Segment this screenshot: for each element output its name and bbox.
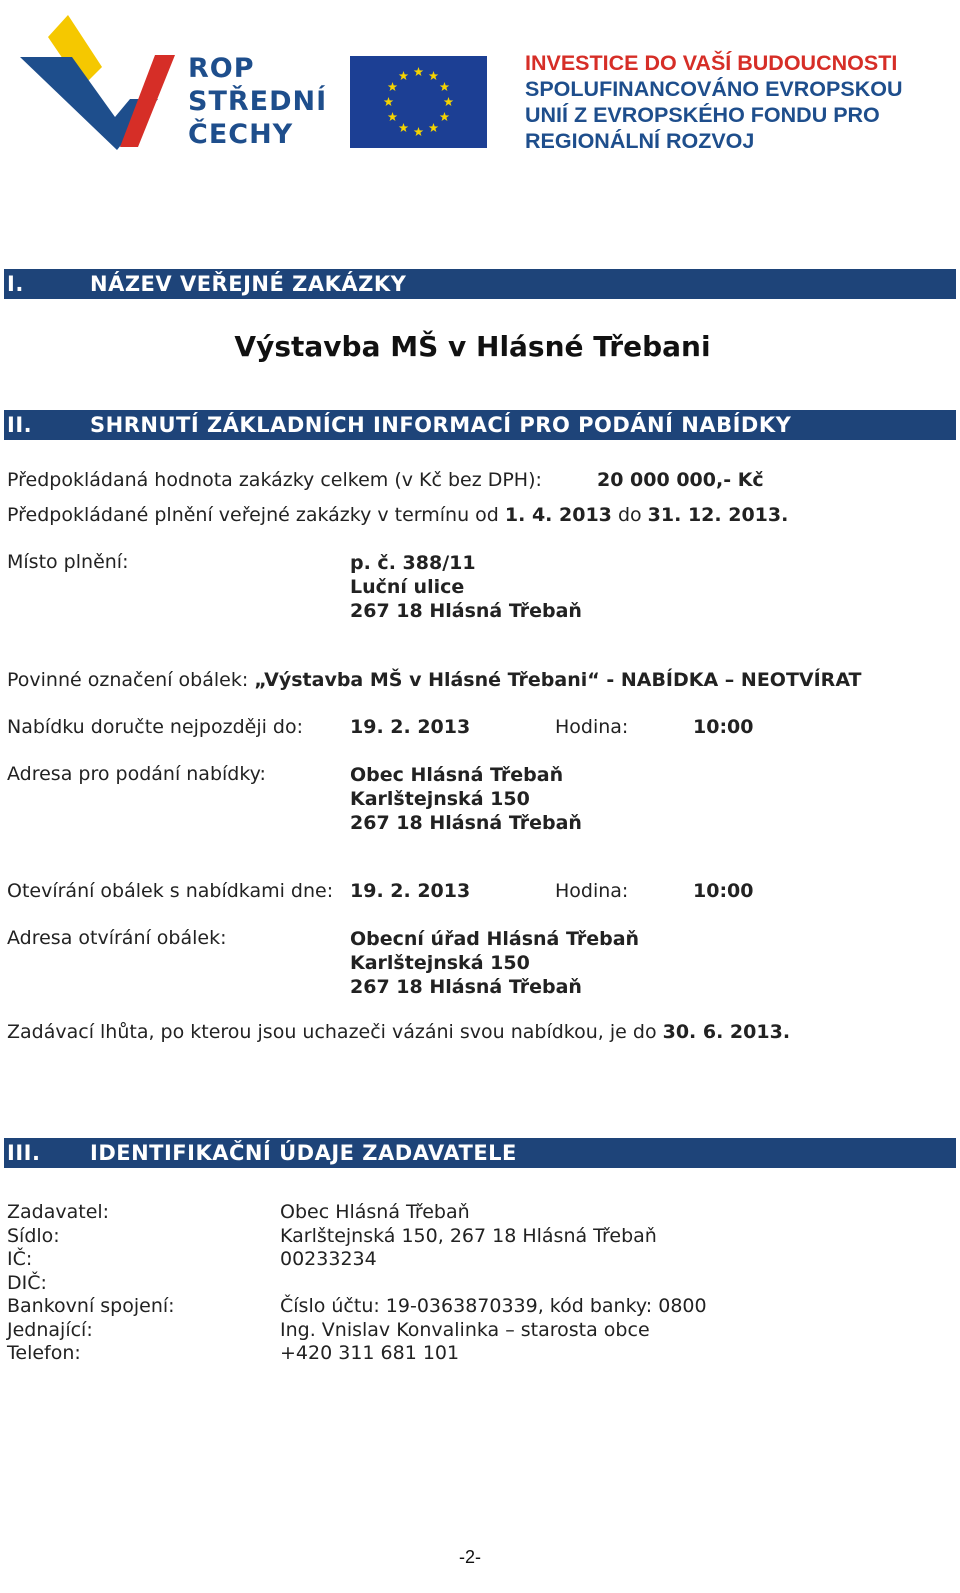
- opening-address-label: Adresa otvírání obálek:: [7, 927, 227, 949]
- deliver-hour-label: Hodina:: [555, 716, 629, 738]
- section-2-title: SHRNUTÍ ZÁKLADNÍCH INFORMACÍ PRO PODÁNÍ NABÍDKY: [90, 413, 792, 437]
- authority-value: 00233234: [280, 1248, 377, 1270]
- submit-address-line: 267 18 Hlásná Třebaň: [350, 812, 582, 834]
- authority-value: +420 311 681 101: [280, 1342, 460, 1364]
- term-prefix: Předpokládané plnění veřejné zakázky v termínu od: [7, 504, 505, 526]
- binding-date: 30. 6. 2013.: [662, 1021, 791, 1043]
- deliver-date: 19. 2. 2013: [350, 716, 471, 738]
- authority-value: Obec Hlásná Třebaň: [280, 1201, 470, 1223]
- opening-address-line: 267 18 Hlásná Třebaň: [350, 976, 582, 998]
- place-line: 267 18 Hlásná Třebaň: [350, 600, 582, 622]
- opening-address-line: Karlštejnská 150: [350, 952, 530, 974]
- section-3-title: IDENTIFIKAČNÍ ÚDAJE ZADAVATELE: [90, 1141, 517, 1165]
- opening-address-line: Obecní úřad Hlásná Třebaň: [350, 928, 640, 950]
- section-1-header: [4, 269, 956, 299]
- section-2-header: [4, 410, 956, 440]
- term-to: 31. 12. 2013: [647, 504, 782, 526]
- opening-label: Otevírání obálek s nabídkami dne:: [7, 880, 334, 902]
- rop-logo-text: [188, 52, 327, 151]
- eu-statement-line: UNIÍ Z EVROPSKÉHO FONDU PRO: [525, 103, 880, 127]
- eu-flag: [350, 56, 487, 148]
- authority-label: Sídlo:: [7, 1224, 60, 1247]
- eu-statement-line: INVESTICE DO VAŠÍ BUDOUCNOSTI: [525, 51, 898, 75]
- contract-term: [7, 504, 788, 526]
- place-label: Místo plnění:: [7, 551, 129, 573]
- authority-label: Telefon:: [7, 1342, 81, 1364]
- authority-label: DIČ:: [7, 1271, 47, 1294]
- section-1-number: I.: [7, 272, 24, 296]
- deliver-label: Nabídku doručte nejpozději do:: [7, 716, 304, 738]
- place-line: p. č. 388/11: [350, 552, 476, 574]
- eu-statement-line: REGIONÁLNÍ ROZVOJ: [525, 129, 755, 153]
- authority-label: Zadavatel:: [7, 1201, 110, 1223]
- authority-value: Ing. Vnislav Konvalinka – starosta obce: [280, 1318, 650, 1341]
- submit-address-line: Karlštejnská 150: [350, 788, 530, 810]
- contract-value: 20 000 000,- Kč: [597, 469, 764, 491]
- envelope-marking: [7, 669, 862, 691]
- authority-value: Číslo účtu: 19-0363870339, kód banky: 0800: [280, 1295, 707, 1317]
- submit-address: [350, 763, 582, 835]
- place-line: Luční ulice: [350, 576, 465, 598]
- rop-logo-line: ROP: [188, 53, 255, 84]
- term-from: 1. 4. 2013: [504, 504, 612, 526]
- section-3-number: III.: [7, 1141, 41, 1165]
- opening-hour: 10:00: [693, 880, 754, 902]
- eu-funding-statement: [525, 50, 902, 154]
- value-label: Předpokládaná hodnota zakázky celkem (v Kč bez DPH):: [7, 469, 542, 491]
- contracting-authority-values: [280, 1201, 707, 1366]
- eu-statement-line: SPOLUFINANCOVÁNO EVROPSKOU: [525, 77, 903, 101]
- authority-label: IČ:: [7, 1248, 33, 1270]
- authority-value: Karlštejnská 150, 267 18 Hlásná Třebaň: [280, 1224, 657, 1247]
- opening-hour-label: Hodina:: [555, 880, 629, 902]
- authority-label: Jednající:: [7, 1318, 93, 1341]
- submit-address-line: Obec Hlásná Třebaň: [350, 764, 564, 786]
- rop-logo-line: ČECHY: [188, 119, 294, 150]
- binding-prefix: Zadávací lhůta, po kterou jsou uchazeči vázáni svou nabídkou, je do: [7, 1021, 663, 1043]
- opening-address: [350, 927, 639, 999]
- rop-logo-red-shape: [120, 55, 175, 147]
- rop-logo-mark: [20, 15, 175, 150]
- project-title: Výstavba MŠ v Hlásné Třebani: [234, 330, 711, 363]
- opening-date: 19. 2. 2013: [350, 880, 471, 902]
- deliver-hour: 10:00: [693, 716, 754, 738]
- authority-label: Bankovní spojení:: [7, 1295, 175, 1317]
- authority-value: [280, 1272, 707, 1296]
- section-3-header: [4, 1138, 956, 1168]
- submit-address-label: Adresa pro podání nabídky:: [7, 763, 266, 785]
- section-1-title: NÁZEV VEŘEJNÉ ZAKÁZKY: [90, 272, 407, 296]
- term-mid: do: [611, 504, 648, 526]
- section-2-number: II.: [7, 413, 33, 437]
- place-address: [350, 551, 582, 623]
- contracting-authority-labels: [7, 1201, 175, 1366]
- binding-period: [7, 1021, 790, 1043]
- page-number: -2-: [459, 1547, 481, 1567]
- envelope-value: „Výstavba MŠ v Hlásné Třebani“ - NABÍDKA – NEOTVÍRAT: [254, 669, 862, 691]
- envelope-label: Povinné označení obálek:: [7, 669, 255, 691]
- rop-logo-line: STŘEDNÍ: [188, 86, 328, 117]
- term-end: .: [781, 504, 789, 526]
